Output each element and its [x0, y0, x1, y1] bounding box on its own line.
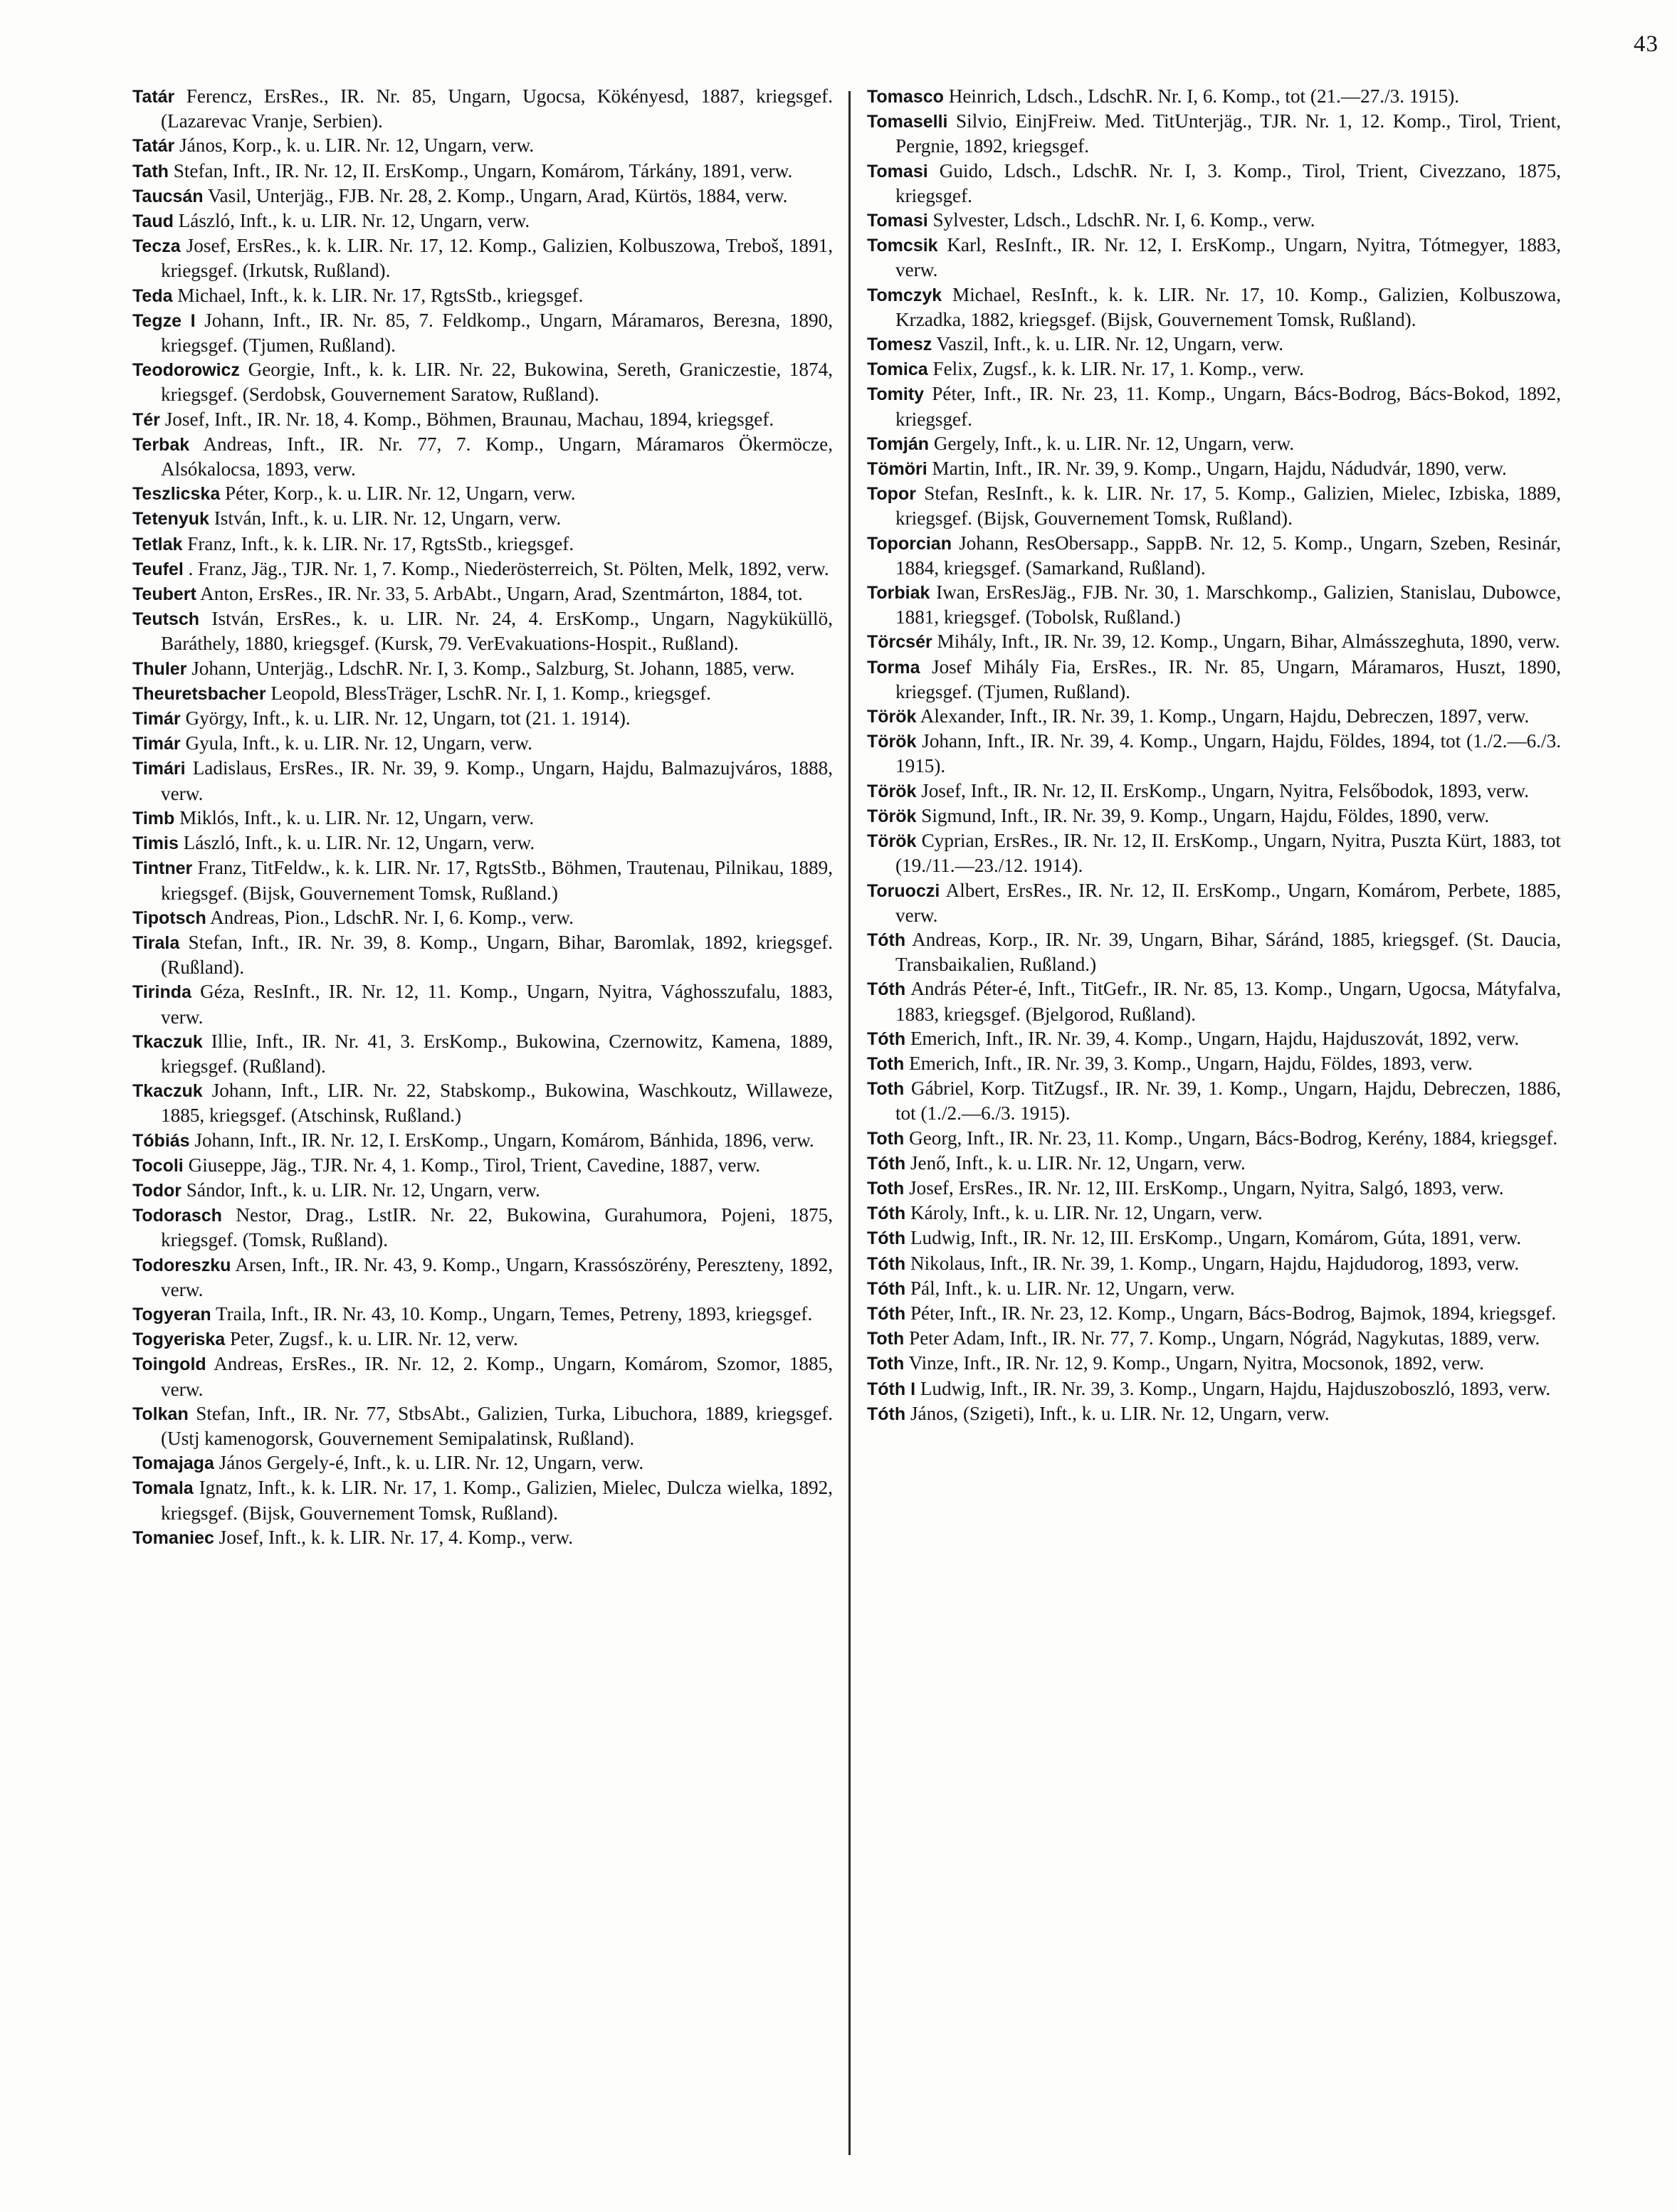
entry-details: László, Inft., k. u. LIR. Nr. 12, Ungarn, verw.: [183, 832, 535, 854]
entry-surname: Tirinda: [132, 982, 191, 1003]
entry-surname: Torbiak: [867, 583, 930, 604]
entry-details: Emerich, Inft., IR. Nr. 39, 4. Komp., Ungarn, Hajdu, Hajduszovát, 1892, verw.: [910, 1027, 1520, 1049]
entry-surname: Tóth: [867, 1278, 906, 1299]
entry-details: Sándor, Inft., k. u. LIR. Nr. 12, Ungarn, verw.: [186, 1179, 540, 1201]
register-entry: [132, 283, 833, 308]
register-entry: [132, 1401, 833, 1450]
register-entry: [132, 855, 833, 905]
entry-details: Sylvester, Ldsch., LdschR. Nr. I, 6. Komp., verw.: [932, 209, 1315, 231]
entry-surname: Toporcian: [867, 533, 952, 554]
entry-surname: Török: [867, 781, 917, 801]
register-entry: [867, 878, 1561, 927]
entry-details: Franz, Inft., k. k. LIR. Nr. 17, RgtsStb., kriegsgef.: [187, 532, 574, 554]
register-entry: [132, 905, 833, 930]
entry-surname: Toth: [867, 1053, 905, 1074]
entry-details: Guido, Ldsch., LdschR. Nr. I, 3. Komp., Tirol, Trient, Civezzano, 1875, kriegsgef.: [895, 159, 1561, 206]
register-entry: [867, 1351, 1561, 1376]
entry-details: Sigmund, Inft., IR. Nr. 39, 9. Komp., Ungarn, Hajdu, Földes, 1890, verw.: [921, 804, 1490, 826]
entry-surname: Thuler: [132, 658, 187, 679]
entry-details: Ferencz, ErsRes., IR. Nr. 85, Ungarn, Ugocsa, Kökényesd, 1887, kriegsgef. (Lazarevac Vranje, Serbien).: [161, 85, 834, 132]
entry-surname: Tomesz: [867, 335, 932, 355]
entry-surname: Tomasco: [867, 87, 944, 107]
register-entry: [132, 581, 833, 606]
entry-surname: Tóth: [867, 1403, 906, 1424]
register-entry: [132, 1302, 833, 1327]
register-entry: [867, 531, 1561, 580]
register-entry: [867, 1401, 1561, 1426]
register-entry: [132, 1178, 833, 1203]
entry-details: Karl, ResInft., IR. Nr. 12, I. ErsKomp., Ungarn, Nyitra, Tótmegyer, 1883, verw.: [895, 234, 1562, 281]
register-entry: [867, 1176, 1561, 1201]
entry-details: Cyprian, ErsRes., IR. Nr. 12, II. ErsKomp., Ungarn, Nyitra, Puszta Kürt, 1883, tot (19./11.—23./12. 1914).: [895, 830, 1561, 877]
entry-details: Gergely, Inft., k. u. LIR. Nr. 12, Ungarn, verw.: [933, 432, 1295, 454]
entry-details: Josef, ErsRes., IR. Nr. 12, III. ErsKomp., Ungarn, Nyitra, Salgó, 1893, verw.: [909, 1176, 1504, 1199]
register-entry: [867, 481, 1561, 530]
entry-surname: Tomasi: [867, 211, 928, 231]
register-entry: [132, 532, 833, 557]
entry-surname: Teubert: [132, 584, 196, 605]
entry-details: András Péter-é, Inft., TitGefr., IR. Nr. 85, 13. Komp., Ungarn, Ugocsa, Mátyfalva, 1883, kriegsgef. (Bjelgorod, Rußland).: [895, 978, 1561, 1025]
entry-details: Arsen, Inft., IR. Nr. 43, 9. Komp., Ungarn, Krassószörény, Pereszteny, 1892, verw.: [161, 1253, 834, 1300]
entry-details: Pál, Inft., k. u. LIR. Nr. 12, Ungarn, verw.: [910, 1277, 1235, 1299]
register-entry: [132, 1253, 833, 1302]
entry-surname: Tetlak: [132, 534, 183, 554]
entry-surname: Tóth: [867, 1204, 906, 1224]
register-entry: [867, 456, 1561, 481]
entry-surname: Terbak: [132, 434, 190, 455]
entry-details: Anton, ErsRes., IR. Nr. 33, 5. ArbAbt., Ungarn, Arad, Szentmárton, 1884, tot.: [200, 583, 803, 605]
entry-surname: Tomcsik: [867, 236, 938, 256]
entry-details: Franz, TitFeldw., k. k. LIR. Nr. 17, RgtsStb., Böhmen, Trautenau, Pilnikau, 1889, kriegsgef. (Bijsk, Gouvernement Tomsk, Rußland.): [161, 857, 833, 904]
register-entry: [867, 1226, 1561, 1250]
register-entry: [132, 656, 833, 681]
entry-surname: Tomján: [867, 433, 930, 454]
entry-details: Emerich, Inft., IR. Nr. 39, 3. Komp., Ungarn, Hajdu, Földes, 1893, verw.: [909, 1052, 1473, 1074]
entry-surname: Tóth: [867, 1253, 906, 1274]
entry-surname: Tkaczuk: [132, 1031, 203, 1052]
entry-surname: Toth: [867, 1354, 905, 1374]
register-entry: [867, 580, 1561, 629]
register-entry: [867, 1301, 1561, 1326]
entry-surname: Tipotsch: [132, 907, 206, 928]
entry-details: Péter, Korp., k. u. LIR. Nr. 12, Ungarn, verw.: [225, 483, 576, 505]
register-entry: [132, 432, 833, 481]
entry-surname: Tocoli: [132, 1155, 184, 1176]
entry-surname: Tkaczuk: [132, 1081, 203, 1102]
entry-details: Miklós, Inft., k. u. LIR. Nr. 12, Ungarn, verw.: [179, 806, 535, 828]
register-entry: [132, 1153, 833, 1178]
entry-surname: Tintner: [132, 858, 193, 879]
entry-surname: Timári: [132, 759, 186, 779]
entry-details: Traila, Inft., IR. Nr. 43, 10. Komp., Ungarn, Temes, Petreny, 1893, kriegsgef.: [215, 1302, 813, 1324]
register-entry: [132, 606, 833, 655]
entry-surname: Toth: [867, 1329, 905, 1349]
entry-details: Stefan, Inft., IR. Nr. 12, II. ErsKomp., Ungarn, Komárom, Tárkány, 1891, verw.: [173, 159, 793, 181]
entry-details: Albert, ErsRes., IR. Nr. 12, II. ErsKomp., Ungarn, Komárom, Perbete, 1885, verw.: [895, 879, 1562, 926]
entry-details: Heinrich, Ldsch., LdschR. Nr. I, 6. Komp., tot (21.—27./3. 1915).: [948, 85, 1460, 107]
entry-surname: Teutsch: [132, 609, 199, 630]
entry-details: Josef, Inft., IR. Nr. 18, 4. Komp., Böhmen, Braunau, Machau, 1894, kriegsgef.: [164, 408, 774, 430]
register-entry: [867, 381, 1561, 431]
entry-details: Georgie, Inft., k. k. LIR. Nr. 22, Bukowina, Sereth, Graniczestie, 1874, kriegsgef. (Serdobsk, Gouvernement Saratow, Rußland).: [161, 359, 833, 406]
entry-details: Johann, Unterjäg., LdschR. Nr. I, 3. Komp., Salzburg, St. Johann, 1885, verw.: [191, 657, 795, 679]
register-entry: [132, 1475, 833, 1524]
entry-surname: Tóth: [867, 1303, 906, 1324]
entry-details: Josef Mihály Fia, ErsRes., IR. Nr. 85, Ungarn, Máramaros, Huszt, 1890, kriegsgef. (Tjumen, Rußland).: [895, 655, 1561, 702]
entry-details: Johann, Inft., IR. Nr. 85, 7. Feldkomp., Ungarn, Máramaros, Bereзna, 1890, kriegsgef. (Tjumen, Rußland).: [161, 309, 834, 357]
entry-details: Károly, Inft., k. u. LIR. Nr. 12, Ungarn, verw.: [910, 1202, 1263, 1224]
entry-details: Johann, Inft., IR. Nr. 39, 4. Komp., Ungarn, Hajdu, Földes, 1894, tot (1./2.—6./3. 1915).: [895, 730, 1562, 777]
entry-surname: Török: [867, 831, 917, 852]
entry-surname: Toingold: [132, 1354, 206, 1375]
register-entry: [867, 357, 1561, 381]
entry-details: Josef, Inft., k. k. LIR. Nr. 17, 4. Komp., verw.: [219, 1526, 574, 1548]
entry-surname: Törcsér: [867, 632, 932, 653]
entry-surname: Tóbiás: [132, 1130, 190, 1151]
entry-details: Felix, Zugsf., k. k. LIR. Nr. 17, 1. Komp., verw.: [932, 358, 1305, 380]
register-entry: [132, 1203, 833, 1252]
register-entry: [132, 308, 833, 357]
entry-surname: Taucsán: [132, 186, 204, 206]
register-entry: [867, 283, 1561, 332]
register-entry: [867, 629, 1561, 654]
entry-surname: Tatár: [132, 136, 175, 157]
entry-surname: Tomaniec: [132, 1527, 214, 1548]
entry-surname: Timár: [132, 709, 181, 730]
register-entry: [867, 927, 1561, 976]
entry-details: Stefan, Inft., IR. Nr. 39, 8. Komp., Ungarn, Bihar, Baromlak, 1892, kriegsgef. (Rußland).: [161, 931, 833, 979]
entry-surname: Topor: [867, 484, 916, 505]
entry-details: Michael, Inft., k. k. LIR. Nr. 17, RgtsStb., kriegsgef.: [177, 284, 584, 306]
register-entry: [132, 979, 833, 1028]
register-entry: [867, 1151, 1561, 1176]
register-entry: [132, 84, 833, 133]
register-entry: [867, 1126, 1561, 1151]
register-entry: [132, 1450, 833, 1475]
register-entry: [867, 976, 1561, 1026]
entry-details: Nikolaus, Inft., IR. Nr. 39, 1. Komp., Ungarn, Hajdu, Hajdudorog, 1893, verw.: [910, 1252, 1520, 1274]
register-entry: [867, 208, 1561, 233]
right-column: [867, 84, 1561, 1426]
entry-surname: Teda: [132, 285, 173, 306]
entry-surname: Tóth: [867, 1228, 906, 1249]
register-entry: [867, 84, 1561, 109]
entry-surname: Török: [867, 806, 917, 826]
left-column: [132, 84, 833, 1550]
entry-details: Géza, ResInft., IR. Nr. 12, 11. Komp., Ungarn, Nyitra, Vághosszufalu, 1883, verw.: [161, 981, 833, 1028]
entry-details: Silvio, EinjFreiw. Med. TitUnterjäg., TJR. Nr. 1, 12. Komp., Tirol, Trient, Pergnie, 1892, kriegsgef.: [895, 110, 1561, 157]
entry-details: Ladislaus, ErsRes., IR. Nr. 39, 9. Komp., Ungarn, Hajdu, Balmazujváros, 1888, verw.: [161, 757, 833, 804]
entry-surname: Tecza: [132, 236, 181, 257]
register-entry: [867, 332, 1561, 357]
register-entry: [132, 357, 833, 406]
entry-surname: Toth: [867, 1079, 905, 1100]
register-entry: [867, 1051, 1561, 1076]
entry-details: Ignatz, Inft., k. k. LIR. Nr. 17, 1. Komp., Galizien, Mielec, Dulcza wielka, 1892, kriegsgef. (Bijsk, Gouvernement Tomsk, Rußland).: [161, 1477, 833, 1524]
register-entry: [867, 804, 1561, 828]
entry-surname: Tirala: [132, 932, 180, 953]
entry-surname: Tath: [132, 161, 169, 181]
entry-surname: Tomala: [132, 1478, 194, 1499]
entry-details: Ludwig, Inft., IR. Nr. 39, 3. Komp., Ungarn, Hajdu, Hajduszoboszló, 1893, verw.: [920, 1377, 1551, 1399]
register-entry: [867, 779, 1561, 804]
column-divider: [848, 91, 851, 2155]
entry-details: Alexander, Inft., IR. Nr. 39, 1. Komp., Ungarn, Hajdu, Debreczen, 1897, verw.: [920, 705, 1530, 727]
entry-surname: Tetenyuk: [132, 509, 209, 530]
entry-details: Andreas, Pion., LdschR. Nr. I, 6. Komp., verw.: [210, 906, 574, 928]
entry-surname: Toth: [867, 1178, 905, 1199]
entry-surname: Tatár: [132, 87, 175, 107]
register-entry: [867, 1376, 1561, 1401]
entry-details: Leopold, BlessTräger, LschR. Nr. I, 1. Komp., kriegsgef.: [270, 682, 711, 704]
entry-surname: Teufel: [132, 559, 184, 579]
register-entry: [132, 731, 833, 756]
entry-surname: Teszlicska: [132, 484, 221, 505]
entry-details: Josef, Inft., IR. Nr. 12, II. ErsKomp., Ungarn, Nyitra, Felsőbodok, 1893, verw.: [921, 779, 1530, 801]
entry-details: Péter, Inft., IR. Nr. 23, 11. Komp., Ungarn, Bács-Bodrog, Bács-Bokod, 1892, kriegsgef.: [895, 383, 1561, 430]
register-entry: [132, 184, 833, 209]
register-entry: [132, 1128, 833, 1153]
register-entry: [132, 481, 833, 506]
register-entry: [867, 828, 1561, 878]
entry-details: Mihály, Inft., IR. Nr. 39, 12. Komp., Ungarn, Bihar, Almásszeghuta, 1890, verw.: [937, 631, 1560, 653]
entry-details: Johann, ResObersapp., SappB. Nr. 12, 5. Komp., Ungarn, Szeben, Resinár, 1884, kriegsgef. (Samarkand, Rußland).: [895, 532, 1561, 579]
entry-surname: Togyeran: [132, 1304, 211, 1324]
register-entry: [867, 1026, 1561, 1051]
register-entry: [867, 1251, 1561, 1276]
entry-details: János Gergely-é, Inft., k. u. LIR. Nr. 12, Ungarn, verw.: [219, 1452, 644, 1474]
register-entry: [132, 756, 833, 805]
entry-details: Peter Adam, Inft., IR. Nr. 77, 7. Komp., Ungarn, Nógrád, Nagykutas, 1889, verw.: [909, 1327, 1540, 1349]
register-entry: [132, 1078, 833, 1127]
entry-surname: Tóth: [867, 1153, 906, 1174]
register-entry: [132, 557, 833, 581]
entry-details: Johann, Inft., IR. Nr. 12, I. ErsKomp., Ungarn, Komárom, Bánhida, 1896, verw.: [194, 1129, 814, 1151]
register-entry: [132, 133, 833, 158]
entry-details: Martin, Inft., IR. Nr. 39, 9. Komp., Ungarn, Hajdu, Nádudvár, 1890, verw.: [932, 458, 1507, 480]
entry-details: János, (Szigeti), Inft., k. u. LIR. Nr. 12, Ungarn, verw.: [910, 1402, 1330, 1424]
entry-surname: Todoreszku: [132, 1255, 231, 1275]
entry-surname: Tömöri: [867, 459, 927, 480]
register-entry: [132, 831, 833, 855]
entry-surname: Tomasi: [867, 161, 928, 181]
register-entry: [132, 233, 833, 283]
entry-details: Josef, ErsRes., k. k. LIR. Nr. 17, 12. Komp., Galizien, Kolbuszowa, Treboš, 1891, kriegsgef. (Irkutsk, Rußland).: [161, 235, 833, 282]
entry-surname: Torma: [867, 657, 920, 678]
entry-details: Gyula, Inft., k. u. LIR. Nr. 12, Ungarn, verw.: [185, 732, 532, 754]
entry-details: Ludwig, Inft., IR. Nr. 12, III. ErsKomp., Ungarn, Komárom, Gúta, 1891, verw.: [910, 1227, 1522, 1249]
register-entry: [867, 1201, 1561, 1226]
entry-details: Peter, Zugsf., k. u. LIR. Nr. 12, verw.: [229, 1328, 518, 1350]
entry-surname: Tegze I: [132, 310, 196, 331]
entry-details: Michael, ResInft., k. k. LIR. Nr. 17, 10. Komp., Galizien, Kolbuszowa, Krzadka, 1882, kriegsgef. (Bijsk, Gouvernement Tomsk, Rußland).: [895, 283, 1561, 330]
register-entry: [132, 407, 833, 432]
entry-details: János, Korp., k. u. LIR. Nr. 12, Ungarn, verw.: [179, 135, 535, 157]
entry-details: Giuseppe, Jäg., TJR. Nr. 4, 1. Komp., Tirol, Trient, Cavedine, 1887, verw.: [188, 1154, 761, 1176]
entry-surname: Todorasch: [132, 1206, 222, 1226]
entry-details: Illie, Inft., IR. Nr. 41, 3. ErsKomp., Bukowina, Czernowitz, Kamena, 1889, kriegsgef. (Rußland).: [161, 1030, 834, 1077]
register-entry: [867, 109, 1561, 158]
entry-surname: Toruoczi: [867, 880, 940, 901]
register-entry: [867, 655, 1561, 704]
register-entry: [132, 930, 833, 979]
entry-details: Vaszil, Inft., k. u. LIR. Nr. 12, Ungarn, verw.: [936, 333, 1284, 355]
entry-details: István, ErsRes., k. u. LIR. Nr. 24, 4. ErsKomp., Ungarn, Nagyküküllö, Baráthely, 1880, kriegsgef. (Kursk, 79. VerEvakuations-Hospit., Rußland).: [161, 608, 833, 655]
entry-surname: Tóth I: [867, 1379, 916, 1399]
entry-details: Gábriel, Korp. TitZugsf., IR. Nr. 39, 1. Komp., Ungarn, Hajdu, Debreczen, 1886, tot (1./2.—6./3. 1915).: [895, 1078, 1562, 1125]
register-entry: [132, 681, 833, 706]
register-entry: [867, 1326, 1561, 1351]
entry-details: Georg, Inft., IR. Nr. 23, 11. Komp., Ungarn, Bács-Bodrog, Kerény, 1884, kriegsgef.: [909, 1127, 1558, 1149]
entry-details: György, Inft., k. u. LIR. Nr. 12, Ungarn, tot (21. 1. 1914).: [185, 707, 631, 730]
entry-surname: Timis: [132, 833, 179, 854]
register-entry: [132, 209, 833, 233]
entry-surname: Tomajaga: [132, 1453, 214, 1474]
entry-details: Vinze, Inft., IR. Nr. 12, 9. Komp., Ungarn, Nyitra, Mocsonok, 1892, verw.: [908, 1352, 1484, 1374]
entry-surname: Tolkan: [132, 1403, 189, 1424]
register-entry: [132, 1525, 833, 1550]
entry-surname: Tomica: [867, 359, 928, 380]
entry-details: Andreas, Inft., IR. Nr. 77, 7. Komp., Ungarn, Máramaros Ökermöcze, Alsókalocsa, 1893, verw.: [161, 433, 833, 480]
entry-surname: Tomity: [867, 384, 925, 405]
entry-surname: Török: [867, 732, 917, 752]
entry-surname: Török: [867, 707, 917, 727]
entry-details: Nestor, Drag., LstIR. Nr. 22, Bukowina, Gurahumora, Pojeni, 1875, kriegsgef. (Tomsk, Rußland).: [161, 1204, 833, 1251]
entry-details: Andreas, Korp., IR. Nr. 39, Ungarn, Bihar, Sáránd, 1885, kriegsgef. (St. Daucia, Transbaikalien, Rußland.): [895, 928, 1561, 976]
register-entry: [132, 1327, 833, 1352]
register-entry: [132, 506, 833, 531]
entry-details: Péter, Inft., IR. Nr. 23, 12. Komp., Ungarn, Bács-Bodrog, Bajmok, 1894, kriegsgef.: [910, 1302, 1557, 1324]
register-entry: [132, 706, 833, 731]
entry-surname: Timár: [132, 734, 181, 754]
entry-details: . Franz, Jäg., TJR. Nr. 1, 7. Komp., Niederösterreich, St. Pölten, Melk, 1892, verw.: [188, 557, 829, 579]
register-entry: [867, 1276, 1561, 1301]
entry-details: Johann, Inft., LIR. Nr. 22, Stabskomp., Bukowina, Waschkoutz, Willaweze, 1885, kriegsgef. (Atschinsk, Rußland.): [161, 1080, 834, 1127]
entry-surname: Tóth: [867, 929, 906, 950]
entry-surname: Todor: [132, 1180, 182, 1201]
register-entry: [132, 159, 833, 184]
register-entry: [132, 806, 833, 831]
entry-surname: Timb: [132, 808, 175, 828]
entry-surname: Taud: [132, 211, 174, 232]
register-entry: [867, 729, 1561, 778]
entry-surname: Tér: [132, 409, 160, 430]
entry-surname: Tomaselli: [867, 112, 948, 132]
register-entry: [132, 1029, 833, 1078]
entry-surname: Tomczyk: [867, 285, 942, 305]
register-entry: [867, 431, 1561, 456]
entry-surname: Teodorowicz: [132, 360, 240, 381]
entry-details: Stefan, ResInft., k. k. LIR. Nr. 17, 5. Komp., Galizien, Mielec, Izbiska, 1889, kriegsgef. (Bijsk, Gouvernement Tomsk, Rußland).: [895, 483, 1561, 530]
entry-surname: Theuretsbacher: [132, 683, 266, 704]
register-entry: [867, 233, 1561, 282]
entry-details: Jenő, Inft., k. u. LIR. Nr. 12, Ungarn, verw.: [910, 1152, 1246, 1174]
entry-details: Vasil, Unterjäg., FJB. Nr. 28, 2. Komp., Ungarn, Arad, Kürtös, 1884, verw.: [207, 184, 788, 206]
entry-details: Andreas, ErsRes., IR. Nr. 12, 2. Komp., Ungarn, Komárom, Szomor, 1885, verw.: [161, 1353, 834, 1400]
page-number: 43: [1634, 31, 1658, 57]
entry-surname: Tóth: [867, 979, 906, 1000]
entry-surname: Tóth: [867, 1028, 906, 1049]
register-entry: [867, 159, 1561, 208]
entry-surname: Toth: [867, 1128, 905, 1149]
register-entry: [867, 1076, 1561, 1125]
entry-details: Iwan, ErsResJäg., FJB. Nr. 30, 1. Marschkomp., Galizien, Stanislau, Dubowce, 1881, kriegsgef. (Tobolsk, Rußland.): [895, 581, 1562, 628]
register-entry: [867, 704, 1561, 729]
entry-details: Stefan, Inft., IR. Nr. 77, StbsAbt., Galizien, Turka, Libuchora, 1889, kriegsgef. (Ustj kamenogorsk, Gouvernement Semipalatinsk, Rußland).: [161, 1402, 834, 1449]
entry-surname: Togyeriska: [132, 1329, 226, 1350]
entry-details: István, Inft., k. u. LIR. Nr. 12, Ungarn, verw.: [214, 507, 562, 530]
entry-details: László, Inft., k. u. LIR. Nr. 12, Ungarn, verw.: [178, 210, 530, 232]
register-entry: [132, 1352, 833, 1401]
